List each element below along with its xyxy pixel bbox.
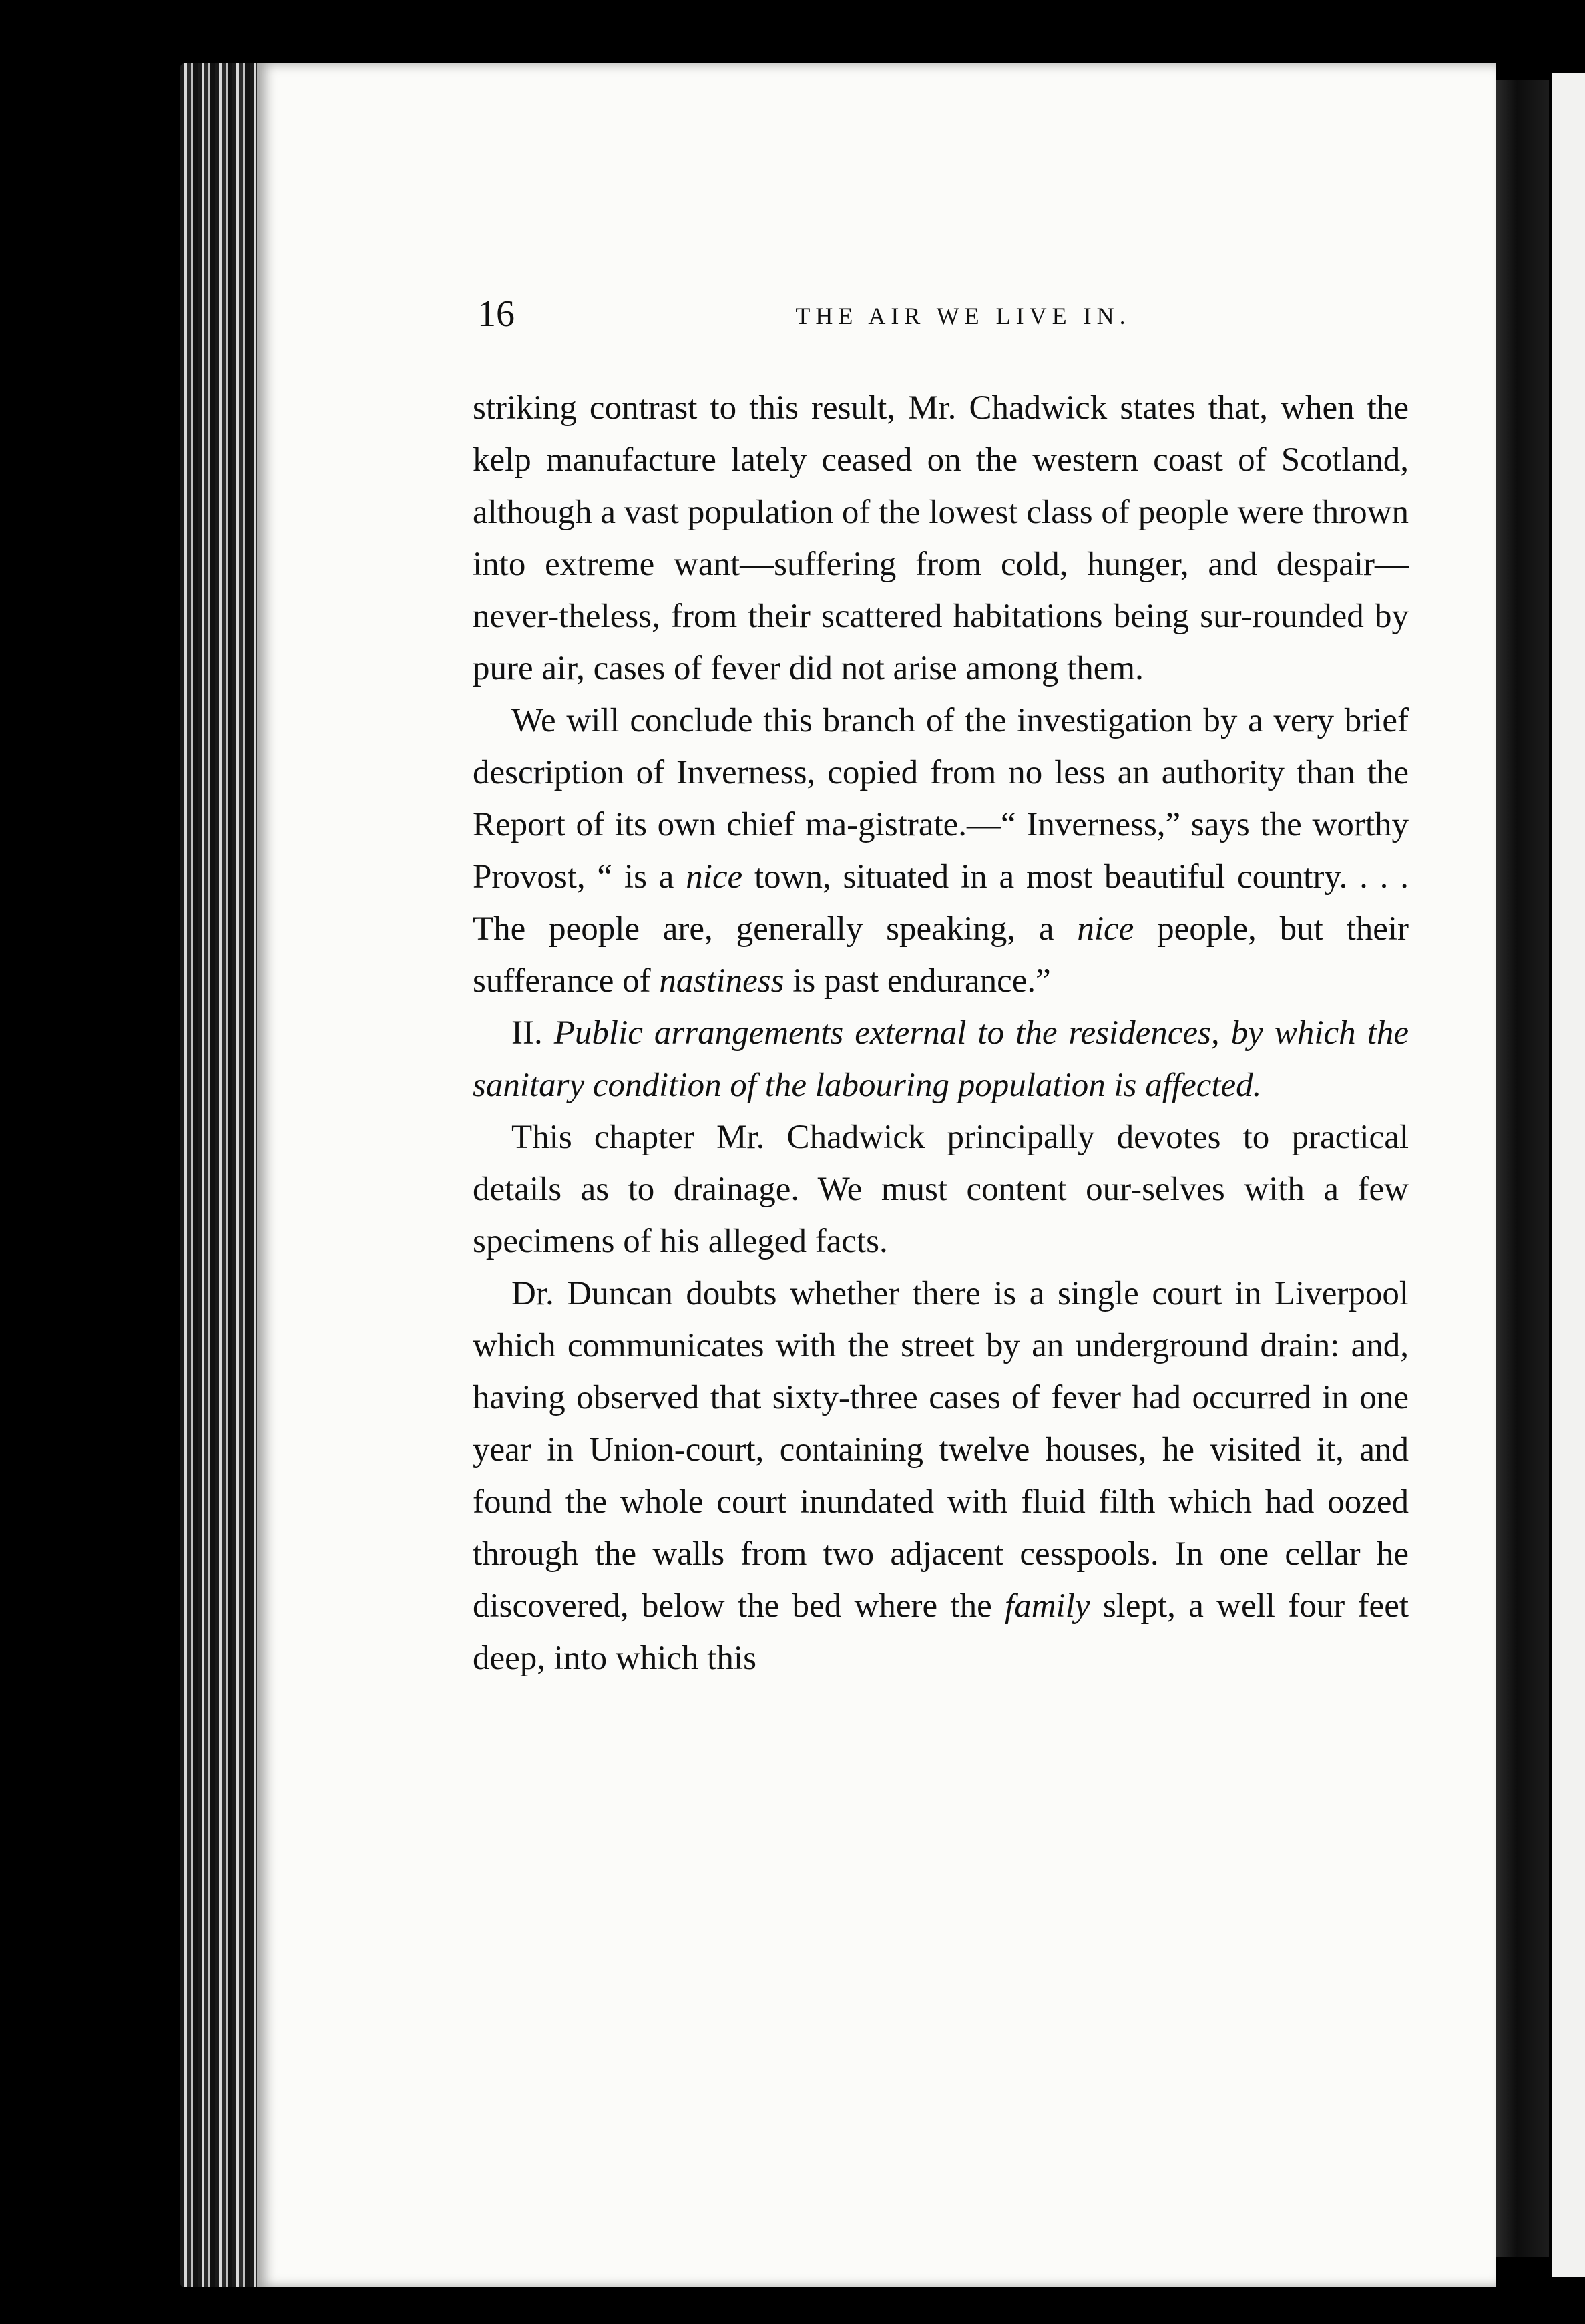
paragraph: [473, 1268, 1409, 1684]
text-run: town, situated in a most beautiful country. . . . The people are, generally speaking, a: [473, 858, 1409, 948]
italic-run: nice: [686, 858, 743, 896]
section-title: Public arrangements external to the residences, by which the sanitary condition of the labouring population is affected.: [473, 1014, 1409, 1104]
italic-run: nastiness: [659, 962, 784, 1000]
paragraph: This chapter Mr. Chadwick principally devotes to practical details as to drainage. We must content our-selves with a few specimens of his alleged facts.: [473, 1119, 1409, 1260]
italic-run: family: [1005, 1587, 1090, 1625]
adjacent-page-edge: [1552, 73, 1585, 2277]
text-run: is past endurance.”: [784, 962, 1051, 1000]
paragraph: striking contrast to this result, Mr. Chadwick states that, when the kelp manufacture lately ceased on the western coast of Scotland, although a vast population of the lowest class of people were thrown into extreme want—suffering from cold, hunger, and despair—never-theless, from their scattered habitations being sur-rounded by pure air, cases of fever did not arise among them.: [473, 389, 1409, 687]
section-numeral: II.: [511, 1014, 543, 1052]
page-header: [477, 287, 1409, 341]
binding-shadow: [1496, 80, 1549, 2257]
italic-run: nice: [1077, 910, 1134, 948]
running-head: THE AIR WE LIVE IN.: [795, 303, 1131, 329]
body-text: [473, 382, 1409, 1684]
text-run: people, but their sufferance of: [473, 910, 1409, 1000]
paragraph: [473, 695, 1409, 1007]
page-number: 16: [477, 293, 515, 335]
text-run: We will conclude this branch of the investigation by a very brief description of Inverness, copied from no less an authority than the Report of its own chief ma-gistrate.—“ Inverness,” says the worthy Provost, “ is a: [473, 702, 1409, 896]
text-run: slept, a well four feet deep, into which this: [473, 1587, 1409, 1677]
section-heading-paragraph: [473, 1007, 1409, 1111]
page-edges: [180, 63, 260, 2287]
text-run: Dr. Duncan doubts whether there is a single court in Liverpool which communicates with the street by an underground drain: and, having observed that sixty-three cases of fever had occurred in one year in Union-court, containing twelve houses, he visited it, and found the whole court inundated with fluid filth which had oozed through the walls from two adjacent cesspools. In one cellar he discovered, below the bed where the: [473, 1275, 1409, 1625]
